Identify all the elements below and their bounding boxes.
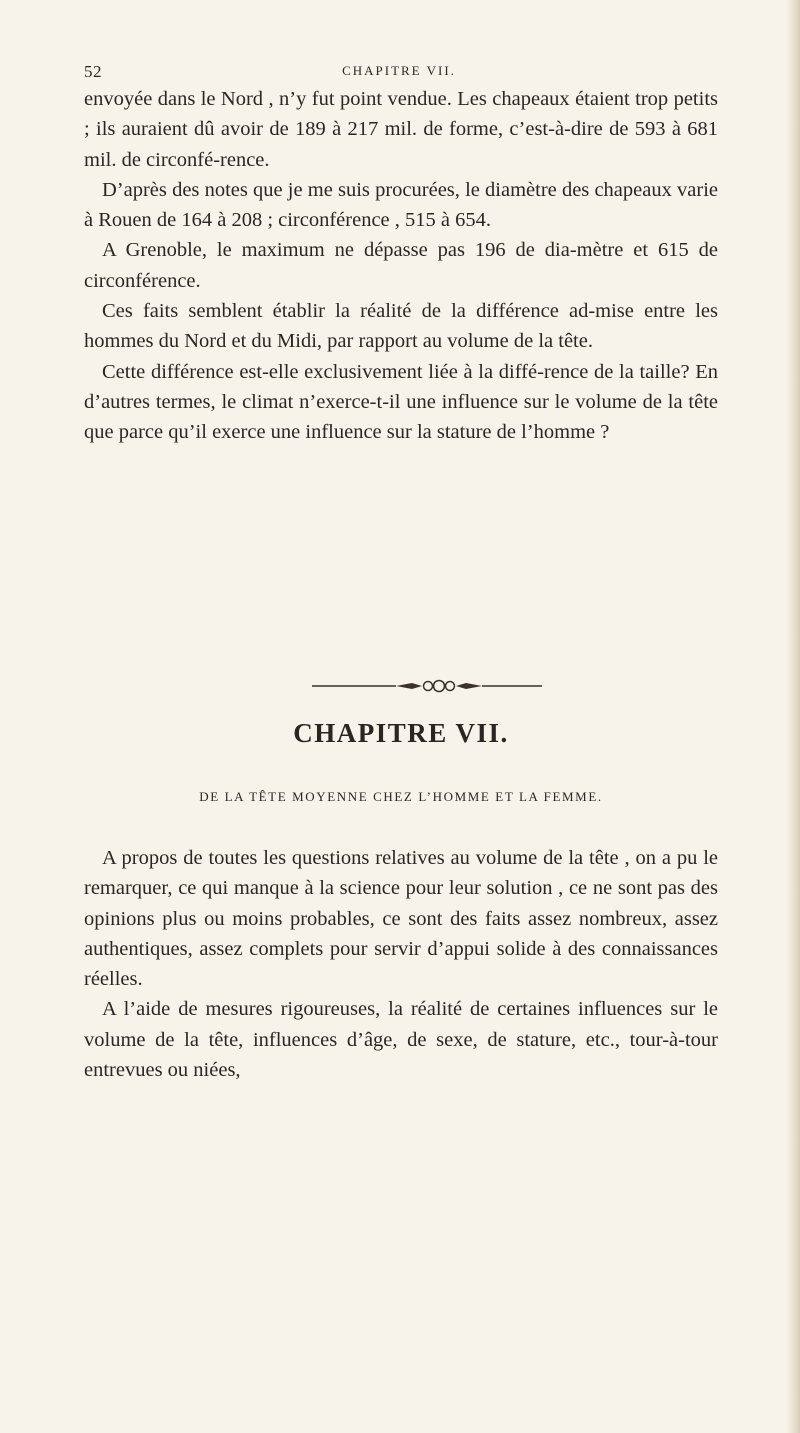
section-text-top [84, 84, 718, 448]
paragraph: A propos de toutes les questions relatives au volume de la tête , on a pu le remarquer, ce qui manque à la science pour leur solution , ce ne sont pas des opinions plus ou moins probables, ce sont des faits assez nombreux, assez authentiques, assez complets pour servir d’appui solide à des connaissances réelles. [84, 847, 718, 991]
section-text-bottom [84, 843, 718, 1085]
page-edge [786, 0, 800, 1433]
paragraph: A Grenoble, le maximum ne dépasse pas 196 de dia-mètre et 615 de circonférence. [84, 239, 718, 292]
page-number: 52 [84, 62, 102, 81]
paragraph: D’après des notes que je me suis procurées, le diamètre des chapeaux varie à Rouen de 164 à 208 ; circonférence , 515 à 654. [84, 178, 718, 232]
ornamental-divider-icon [312, 676, 542, 696]
paragraph: envoyée dans le Nord , n’y fut point vendue. Les chapeaux étaient trop petits ; ils auraient dû avoir de 189 à 217 mil. de forme, c’est-à-dire de 593 à 681 mil. de circonfé-rence. [84, 88, 718, 171]
paragraph: Ces faits semblent établir la réalité de la différence ad-mise entre les hommes du Nord et du Midi, par rapport au volume de la tête. [84, 300, 718, 353]
chapter-subtitle: DE LA TÊTE MOYENNE CHEZ L’HOMME ET LA FEMME. [199, 789, 603, 804]
running-head [84, 62, 714, 84]
chapter-title: CHAPITRE VII. [293, 718, 509, 748]
running-title: CHAPITRE VII. [342, 63, 456, 78]
paragraph: A l’aide de mesures rigoureuses, la réalité de certaines influences sur le volume de la tête, influences d’âge, de sexe, de stature, etc., tour-à-tour entrevues ou niées, [84, 998, 718, 1082]
paragraph: Cette différence est-elle exclusivement liée à la diffé-rence de la taille? En d’autres termes, le climat n’exerce-t-il une influence sur le volume de la tête que parce qu’il exerce une influence sur la stature de l’homme ? [84, 360, 718, 444]
